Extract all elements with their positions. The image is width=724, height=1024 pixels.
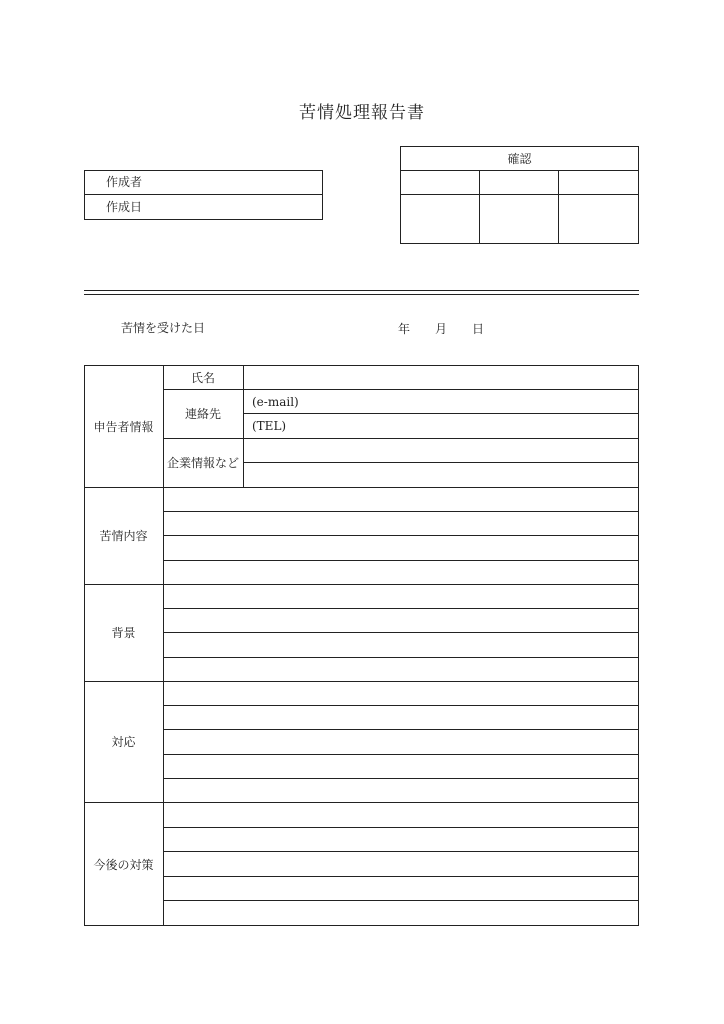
- complainant-info-label: 申告者情報: [93, 419, 154, 434]
- future-measures-field[interactable]: [165, 804, 637, 924]
- background-field[interactable]: [165, 586, 637, 680]
- company-label: 企業情報など: [166, 456, 239, 470]
- creator-field[interactable]: [160, 172, 320, 193]
- creator-label: 作成者: [106, 175, 143, 189]
- background-label: 背景: [111, 626, 136, 640]
- approval-stamp-3[interactable]: [560, 196, 637, 242]
- tel-label: (TEL): [252, 419, 287, 433]
- future-measures-label: 今後の対策: [93, 857, 154, 872]
- complaint-content-field[interactable]: [165, 489, 637, 583]
- received-year-label: 年: [398, 322, 411, 336]
- email-label: (e-mail): [252, 395, 299, 409]
- name-field[interactable]: [245, 367, 637, 388]
- double-rule: [84, 290, 639, 295]
- company-field-2[interactable]: [245, 464, 637, 486]
- tel-field[interactable]: [290, 415, 637, 437]
- created-date-label: 作成日: [106, 200, 143, 214]
- approval-header: 確認: [507, 152, 532, 166]
- created-date-field[interactable]: [160, 196, 320, 218]
- approval-stamp-1[interactable]: [402, 196, 478, 242]
- complaint-content-label: 苦情内容: [99, 529, 148, 543]
- approval-stamp-2[interactable]: [481, 196, 557, 242]
- company-field-1[interactable]: [245, 440, 637, 461]
- received-day-label: 日: [472, 322, 485, 336]
- received-month-label: 月: [435, 322, 448, 336]
- response-field[interactable]: [165, 683, 637, 801]
- response-label: 対応: [111, 735, 136, 749]
- contact-label: 連絡先: [184, 407, 221, 421]
- approval-header-divider: [400, 170, 639, 171]
- document-title: 苦情処理報告書: [299, 103, 425, 123]
- email-field[interactable]: [300, 391, 637, 412]
- name-label: 氏名: [190, 370, 215, 385]
- received-date-label: 苦情を受けた日: [121, 321, 206, 335]
